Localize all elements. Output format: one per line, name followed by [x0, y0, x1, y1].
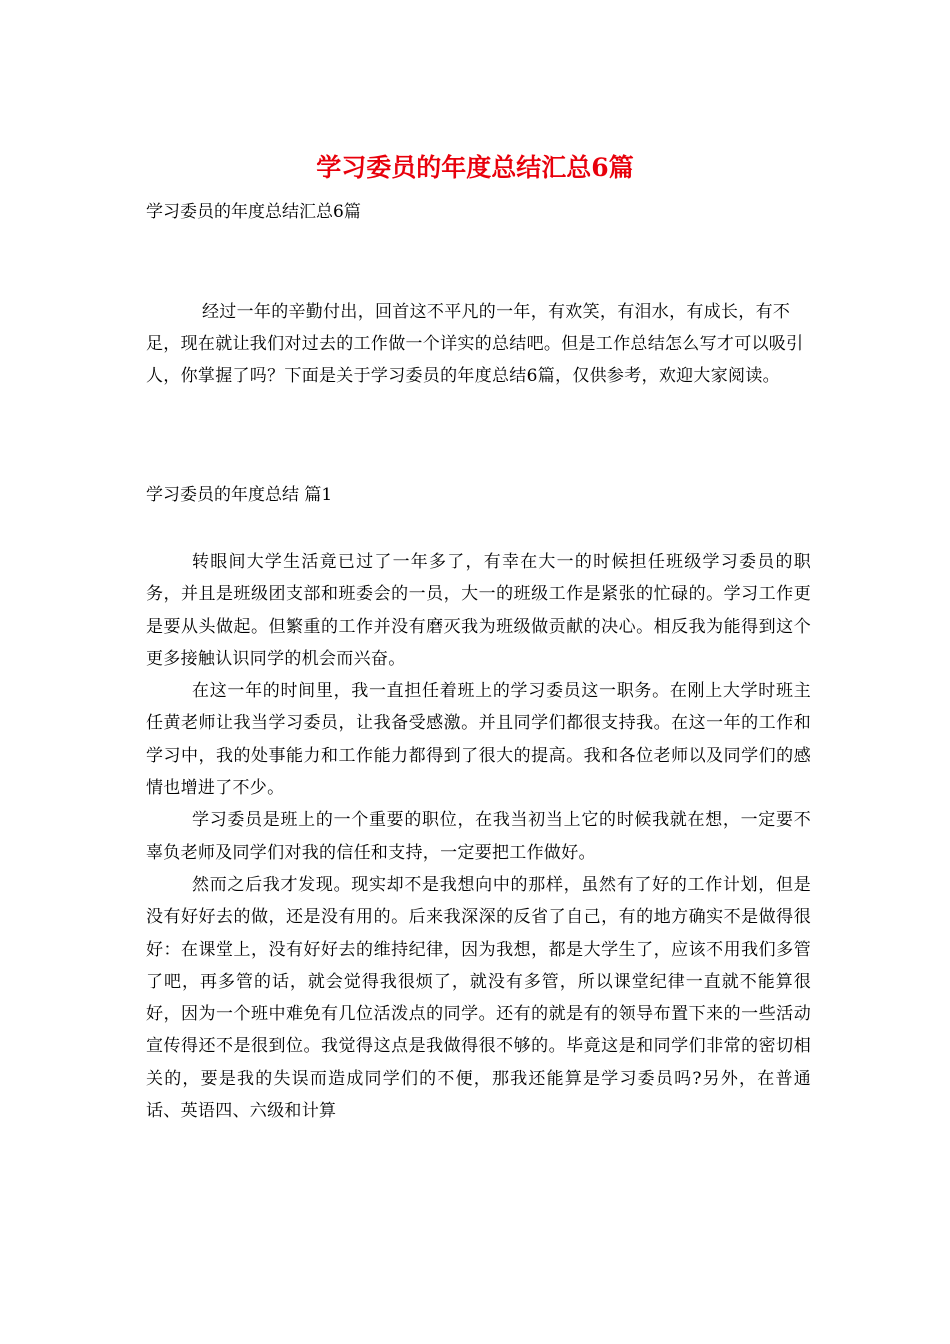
body-paragraph-1: 转眼间大学生活竟已过了一年多了，有幸在大一的时候担任班级学习委员的职务，并且是班级团支部和班委会的一员，大一的班级工作是紧张的忙碌的。学习工作更是要从头做起。但繁重的工作并没有磨灭我为班级做贡献的决心。相反我为能得到这个更多接触认识同学的机会而兴奋。: [146, 552, 811, 669]
section-heading: 学习委员的年度总结 篇1: [146, 485, 333, 505]
intro-paragraph: 经过一年的辛勤付出，回首这不平凡的一年，有欢笑，有泪水，有成长，有不足，现在就让我们对过去的工作做一个详实的总结吧。但是工作总结怎么写才可以吸引人，你掌握了吗？下面是关于学习委员的年度总结6篇，仅供参考，欢迎大家阅读。: [146, 302, 804, 386]
document-title: 学习委员的年度总结汇总6篇: [316, 153, 634, 182]
body-paragraph-2: 在这一年的时间里，我一直担任着班上的学习委员这一职务。在刚上大学时班主任黄老师让我当学习委员，让我备受感激。并且同学们都很支持我。在这一年的工作和学习中，我的处事能力和工作能力都得到了很大的提高。我和各位老师以及同学们的感情也增进了不少。: [146, 681, 811, 799]
section-body: [146, 546, 811, 1127]
body-paragraph-4: 然而之后我才发现。现实却不是我想向中的那样，虽然有了好的工作计划，但是没有好好去的做，还是没有用的。后来我深深的反省了自己，有的地方确实不是做得很好：在课堂上，没有好好去的维持纪律，因为我想，都是大学生了，应该不用我们多管了吧，再多管的话，就会觉得我很烦了，就没有多管，所以课堂纪律一直就不能算很好，因为一个班中难免有几位活泼点的同学。还有的就是有的领导布置下来的一些活动宣传得还不是很到位。我觉得这点是我做得很不够的。毕竟这是和同学们非常的密切相关的，要是我的失误而造成同学们的不便，那我还能算是学习委员吗?另外，在普通话、英语四、六级和计算: [146, 874, 811, 1122]
document-subtitle: 学习委员的年度总结汇总6篇: [146, 202, 361, 222]
body-paragraph-3: 学习委员是班上的一个重要的职位，在我当初当上它的时候我就在想，一定要不辜负老师及同学们对我的信任和支持，一定要把工作做好。: [146, 810, 811, 863]
